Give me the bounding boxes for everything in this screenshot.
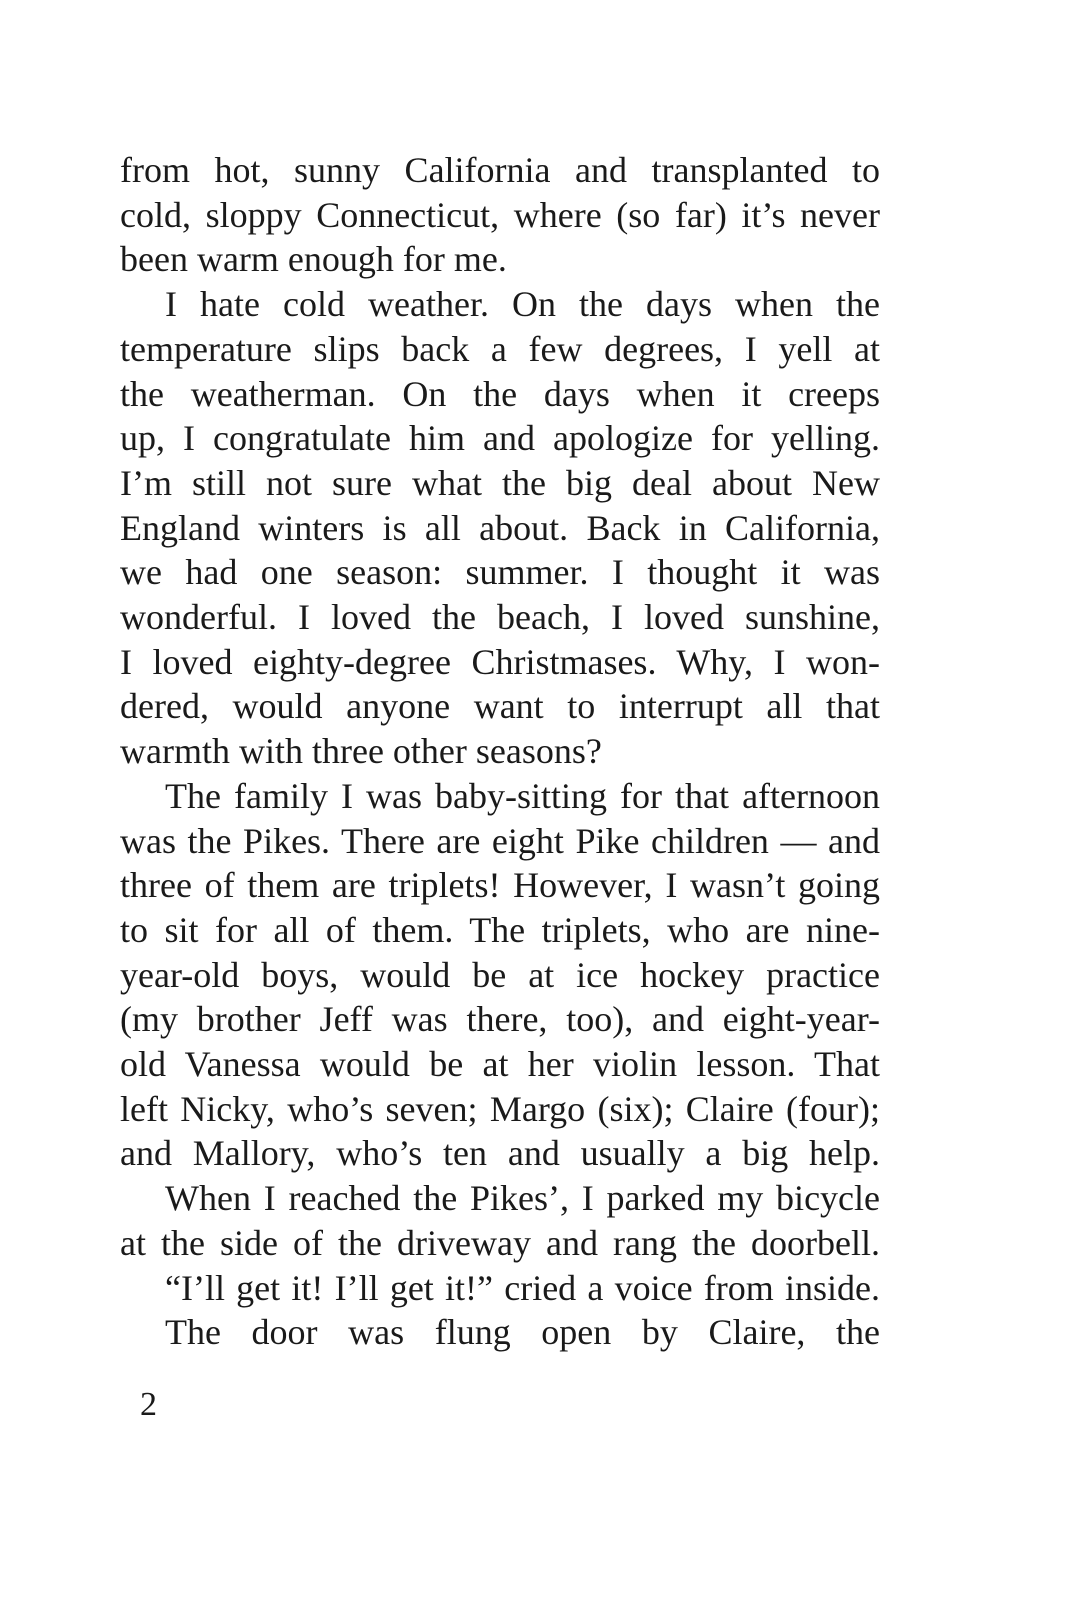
- text-line: year-old boys, would be at ice hockey practice: [120, 954, 880, 995]
- text-line: three of them are triplets! However, I wasn’t going: [120, 865, 880, 906]
- text-line: at the side of the driveway and rang the doorbell.: [120, 1222, 880, 1263]
- page-number: 2: [140, 1386, 157, 1423]
- paragraph-2: [120, 282, 880, 774]
- text-line: wonderful. I loved the beach, I loved sunshine,: [120, 597, 880, 638]
- text-line: was the Pikes. There are eight Pike children — and: [120, 820, 880, 861]
- paragraph-6: [120, 1310, 880, 1355]
- text-line: (my brother Jeff was there, too), and eight-year-: [120, 999, 880, 1040]
- text-line: old Vanessa would be at her violin lesson. That: [120, 1044, 880, 1085]
- text-line: we had one season: summer. I thought it was: [120, 552, 880, 593]
- text-line: When I reached the Pikes’, I parked my bicycle: [165, 1178, 880, 1219]
- text-line: The family I was baby-sitting for that afternoon: [165, 775, 880, 816]
- text-line: and Mallory, who’s ten and usually a big help.: [120, 1133, 880, 1174]
- paragraph-3: [120, 774, 880, 1176]
- text-line: up, I congratulate him and apologize for yelling.: [120, 418, 880, 459]
- text-line: temperature slips back a few degrees, I yell at: [120, 328, 880, 369]
- paragraph-4: [120, 1176, 880, 1265]
- paragraph-1: [120, 148, 880, 282]
- text-line: to sit for all of them. The triplets, who are nine-: [120, 909, 880, 950]
- text-line: dered, would anyone want to interrupt all that: [120, 686, 880, 727]
- text-line: been warm enough for me.: [120, 239, 507, 280]
- text-line: I hate cold weather. On the days when the: [165, 284, 880, 325]
- body-text: [120, 148, 880, 1355]
- text-line: I loved eighty-degree Christmases. Why, I won-: [120, 641, 880, 682]
- text-line: warmth with three other seasons?: [120, 731, 602, 772]
- text-line: The door was flung open by Claire, the: [165, 1312, 880, 1353]
- text-line: the weatherman. On the days when it creeps: [120, 373, 880, 414]
- text-line: England winters is all about. Back in California,: [120, 507, 880, 548]
- text-line: cold, sloppy Connecticut, where (so far) it’s never: [120, 194, 880, 235]
- text-line: “I’ll get it! I’ll get it!” cried a voice from inside.: [165, 1267, 880, 1308]
- paragraph-5: [120, 1266, 880, 1311]
- text-line: from hot, sunny California and transplanted to: [120, 150, 880, 190]
- text-line: left Nicky, who’s seven; Margo (six); Claire (four);: [120, 1088, 880, 1129]
- text-line: I’m still not sure what the big deal about New: [120, 462, 880, 503]
